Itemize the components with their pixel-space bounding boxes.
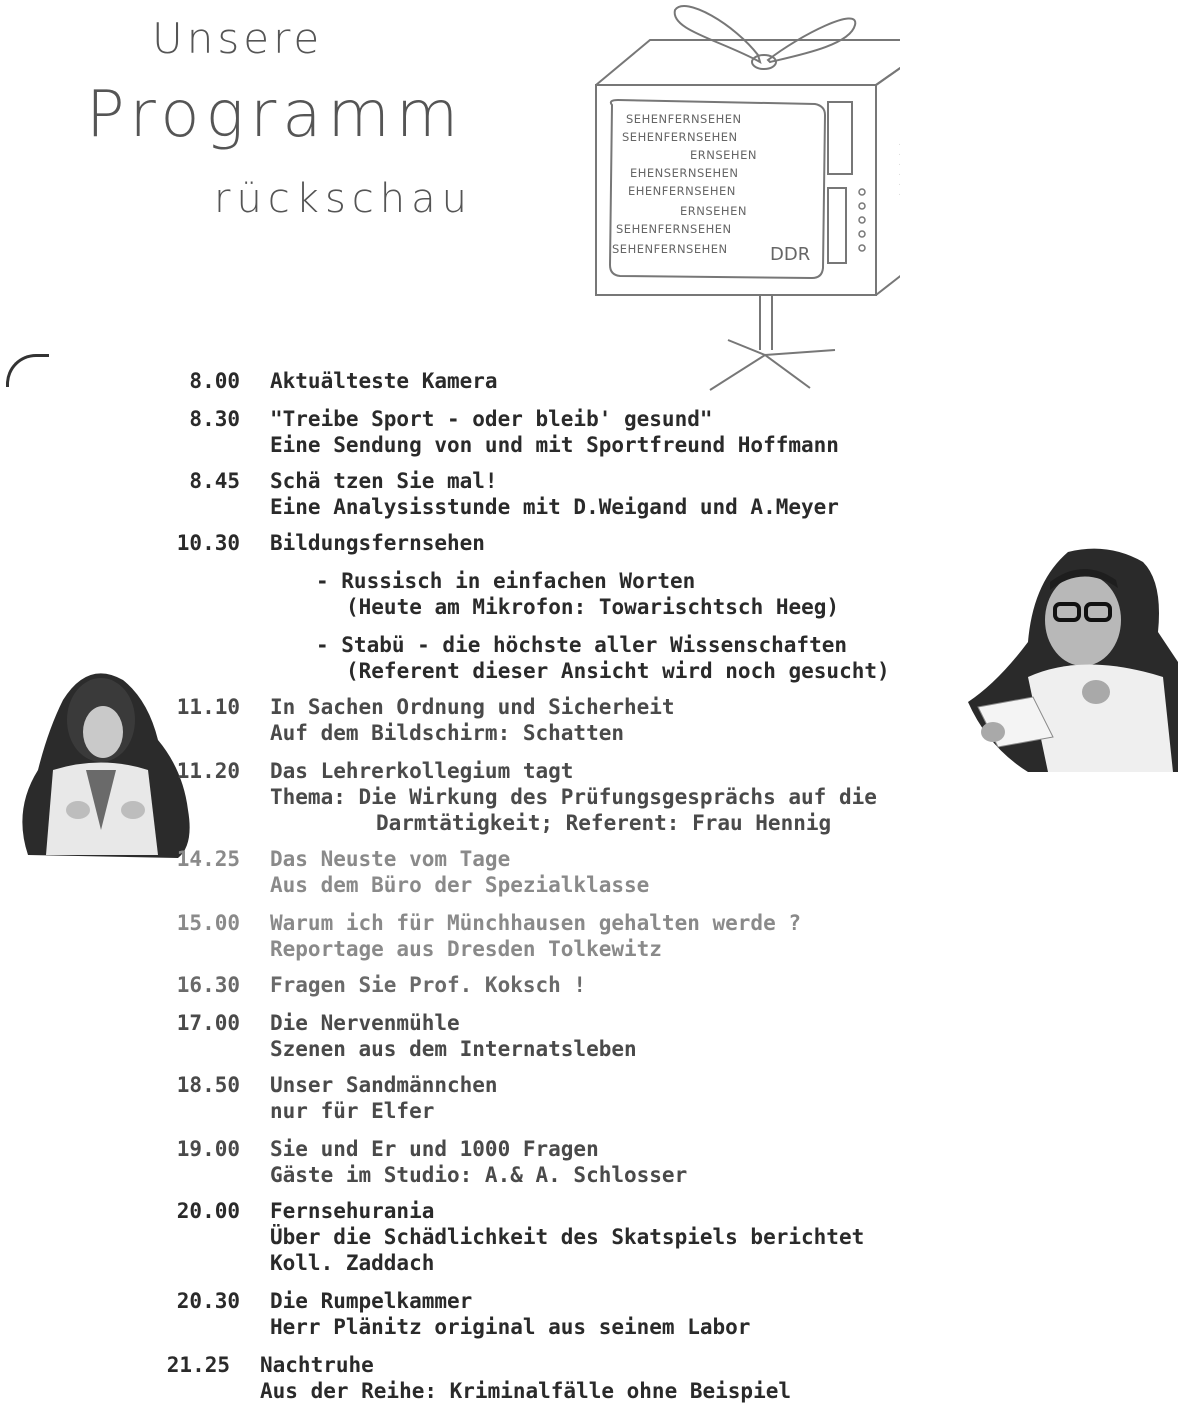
program-time: 8.30 [189, 407, 240, 431]
punch-corner-mark [6, 354, 49, 387]
tv-screen-text: SEHENFERNSEHEN [612, 242, 728, 256]
program-subtitle: nur für Elfer [270, 1099, 435, 1123]
television-drawing [560, 0, 900, 400]
program-time: 11.10 [176, 695, 240, 719]
program-subtitle: Auf dem Bildschirm: Schatten [270, 721, 625, 745]
program-time: 20.00 [176, 1199, 240, 1223]
program-subtitle: Aus dem Büro der Spezialklasse [270, 873, 650, 897]
program-subtitle: Koll. Zaddach [270, 1251, 435, 1275]
tv-screen-text: SEHENFERNSEHEN [626, 112, 742, 126]
program-title: Schä tzen Sie mal! [270, 469, 498, 493]
program-title: Das Neuste vom Tage [270, 847, 511, 871]
title-line-programm: Programm [86, 78, 465, 152]
program-subitem: - Stabü - die höchste aller Wissenschaften [316, 633, 848, 657]
program-title: Aktuälteste Kamera [270, 369, 498, 393]
program-subtitle: Über die Schädlichkeit des Skatspiels berichtet [270, 1225, 865, 1249]
program-title: Die Nervenmühle [270, 1011, 460, 1035]
tv-screen-text: EHENFERNSEHEN [628, 184, 736, 198]
tv-screen-text: SEHENFERNSEHEN [616, 222, 732, 236]
program-time: 8.00 [189, 369, 240, 393]
program-time: 14.25 [176, 847, 240, 871]
program-title: Sie und Er und 1000 Fragen [270, 1137, 599, 1161]
program-subtitle: Aus der Reihe: Kriminalfälle ohne Beispiel [260, 1379, 792, 1403]
tv-screen-text: SEHENFERNSEHEN [622, 130, 738, 144]
program-subtitle: Gäste im Studio: A.& A. Schlosser [270, 1163, 688, 1187]
program-subtitle: Darmtätigkeit; Referent: Frau Hennig [376, 811, 832, 835]
program-time: 21.25 [166, 1353, 230, 1377]
program-title: "Treibe Sport - oder bleib' gesund" [270, 407, 713, 431]
tv-screen-text: ERNSEHEN [680, 204, 747, 218]
program-title: In Sachen Ordnung und Sicherheit [270, 695, 675, 719]
program-subtitle: Szenen aus dem Internatsleben [270, 1037, 637, 1061]
tv-screen-text: EHENSERNSEHEN [630, 166, 739, 180]
ddr-logo: DDR [770, 244, 811, 265]
program-title: Warum ich für Münchhausen gehalten werde ? [270, 911, 802, 935]
program-subtitle: Herr Plänitz original aus seinem Labor [270, 1315, 751, 1339]
program-time: 16.30 [176, 973, 240, 997]
photo-man-with-glasses [958, 542, 1178, 772]
program-subitem-note: (Heute am Mikrofon: Towarischtsch Heeg) [346, 595, 840, 619]
program-subitem-note: (Referent dieser Ansicht wird noch gesucht) [346, 659, 890, 683]
program-subtitle: Reportage aus Dresden Tolkewitz [270, 937, 662, 961]
program-title: Die Rumpelkammer [270, 1289, 473, 1313]
program-time: 17.00 [176, 1011, 240, 1035]
program-title: Fernsehurania [270, 1199, 435, 1223]
program-time: 19.00 [176, 1137, 240, 1161]
program-title: Unser Sandmännchen [270, 1073, 498, 1097]
program-time: 10.30 [176, 531, 240, 555]
program-subtitle: Eine Sendung von und mit Sportfreund Hoffmann [270, 433, 839, 457]
program-subitem: - Russisch in einfachen Worten [316, 569, 696, 593]
program-title: Nachtruhe [260, 1353, 374, 1377]
program-time: 8.45 [189, 469, 240, 493]
title-line-unsere: Unsere [152, 14, 324, 63]
program-time: 18.50 [176, 1073, 240, 1097]
tv-screen-text: ERNSEHEN [690, 148, 757, 162]
program-subtitle: Eine Analysisstunde mit D.Weigand und A.Meyer [270, 495, 839, 519]
program-title: Das Lehrerkollegium tagt [270, 759, 574, 783]
program-subtitle: Thema: Die Wirkung des Prüfungsgesprächs auf die [270, 785, 877, 809]
program-title: Fragen Sie Prof. Koksch ! [270, 973, 587, 997]
program-title: Bildungsfernsehen [270, 531, 485, 555]
program-time: 11.20 [176, 759, 240, 783]
program-time: 15.00 [176, 911, 240, 935]
title-line-rueckschau: rückschau [214, 176, 473, 222]
program-time: 20.30 [176, 1289, 240, 1313]
